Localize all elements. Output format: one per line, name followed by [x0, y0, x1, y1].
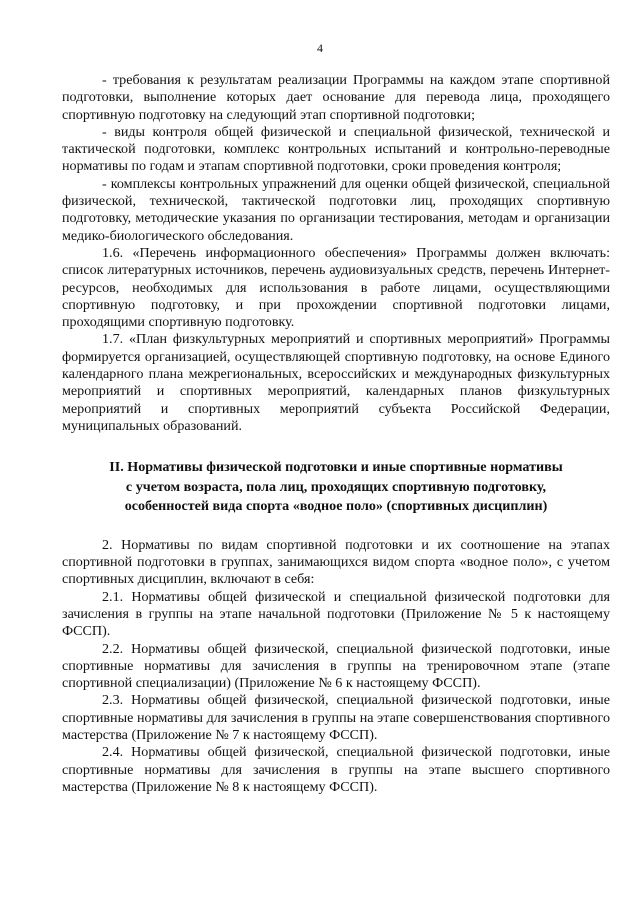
section-heading-line: с учетом возраста, пола лиц, проходящих спортивную подготовку, — [125, 478, 547, 495]
paragraph: 2. Нормативы по видам спортивной подготовки и их соотношение на этапах спортивной подготовки в группах, занимающихся видом спорта «водное поло», с учетом спортивных дисциплин, включают в себя: — [62, 536, 610, 588]
page-number: 4 — [317, 41, 323, 55]
paragraph: 2.3. Нормативы общей физической, специальной физической подготовки, иные спортивные нормативы для зачисления в группы на этапе совершенствования спортивного мастерства (Приложение № 7 к настоящему ФССП). — [62, 692, 610, 743]
section-heading-line: II. Нормативы физической подготовки и иные спортивные нормативы — [109, 459, 563, 476]
paragraph: 2.1. Нормативы общей физической и специальной физической подготовки для зачисления в группы на этапе начальной подготовки (Приложение № 5 к настоящему ФССП). — [62, 588, 610, 640]
section-heading — [62, 458, 610, 517]
paragraph: 2.4. Нормативы общей физической, специальной физической подготовки, иные спортивные нормативы для зачисления в группы на этапе высшего спортивного мастерства (Приложение № 8 к настоящему ФССП). — [62, 744, 610, 795]
document-body — [62, 72, 610, 796]
paragraph: 2.2. Нормативы общей физической, специальной физической подготовки, иные спортивные нормативы для зачисления в группы на тренировочном этапе (этапе спортивной специализации) (Приложение № 6 к настоящему ФССП). — [62, 640, 610, 692]
paragraph: - комплексы контрольных упражнений для оценки общей физической, специальной физической, технической, тактической подготовки лиц, проходящих спортивную подготовку, методические указания по организации тестирования, методам и организации медико-биологического обследования. — [62, 175, 610, 244]
paragraph: - виды контроля общей физической и специальной физической, технической и тактической подготовки, комплекс контрольных испытаний и контрольно-переводные нормативы по годам и этапам спортивной подготовки, сроки проведения контроля; — [62, 123, 610, 175]
paragraph: 1.6. «Перечень информационного обеспечения» Программы должен включать: список литературных источников, перечень аудиовизуальных средств, перечень Интернет-ресурсов, необходимых для использования в работе лицами, осуществляющими спортивную подготовку, и при прохождении спортивной подготовки лицами, проходящими спортивную подготовку. — [62, 244, 610, 331]
paragraph: - требования к результатам реализации Программы на каждом этапе спортивной подготовки, выполнение которых дает основание для перевода лица, проходящего спортивную подготовку на следующий этап спортивной подготовки; — [62, 72, 610, 123]
paragraph: 1.7. «План физкультурных мероприятий и спортивных мероприятий» Программы формируется организацией, осуществляющей спортивную подготовку, на основе Единого календарного плана межрегиональных, всероссийских и международных физкультурных мероприятий и спортивных мероприятий, календарных планов физкультурных мероприятий и спортивных мероприятий субъекта Российской Федерации, муниципальных образований. — [62, 331, 610, 434]
section-heading-line: особенностей вида спорта «водное поло» (спортивных дисциплин) — [124, 498, 548, 515]
